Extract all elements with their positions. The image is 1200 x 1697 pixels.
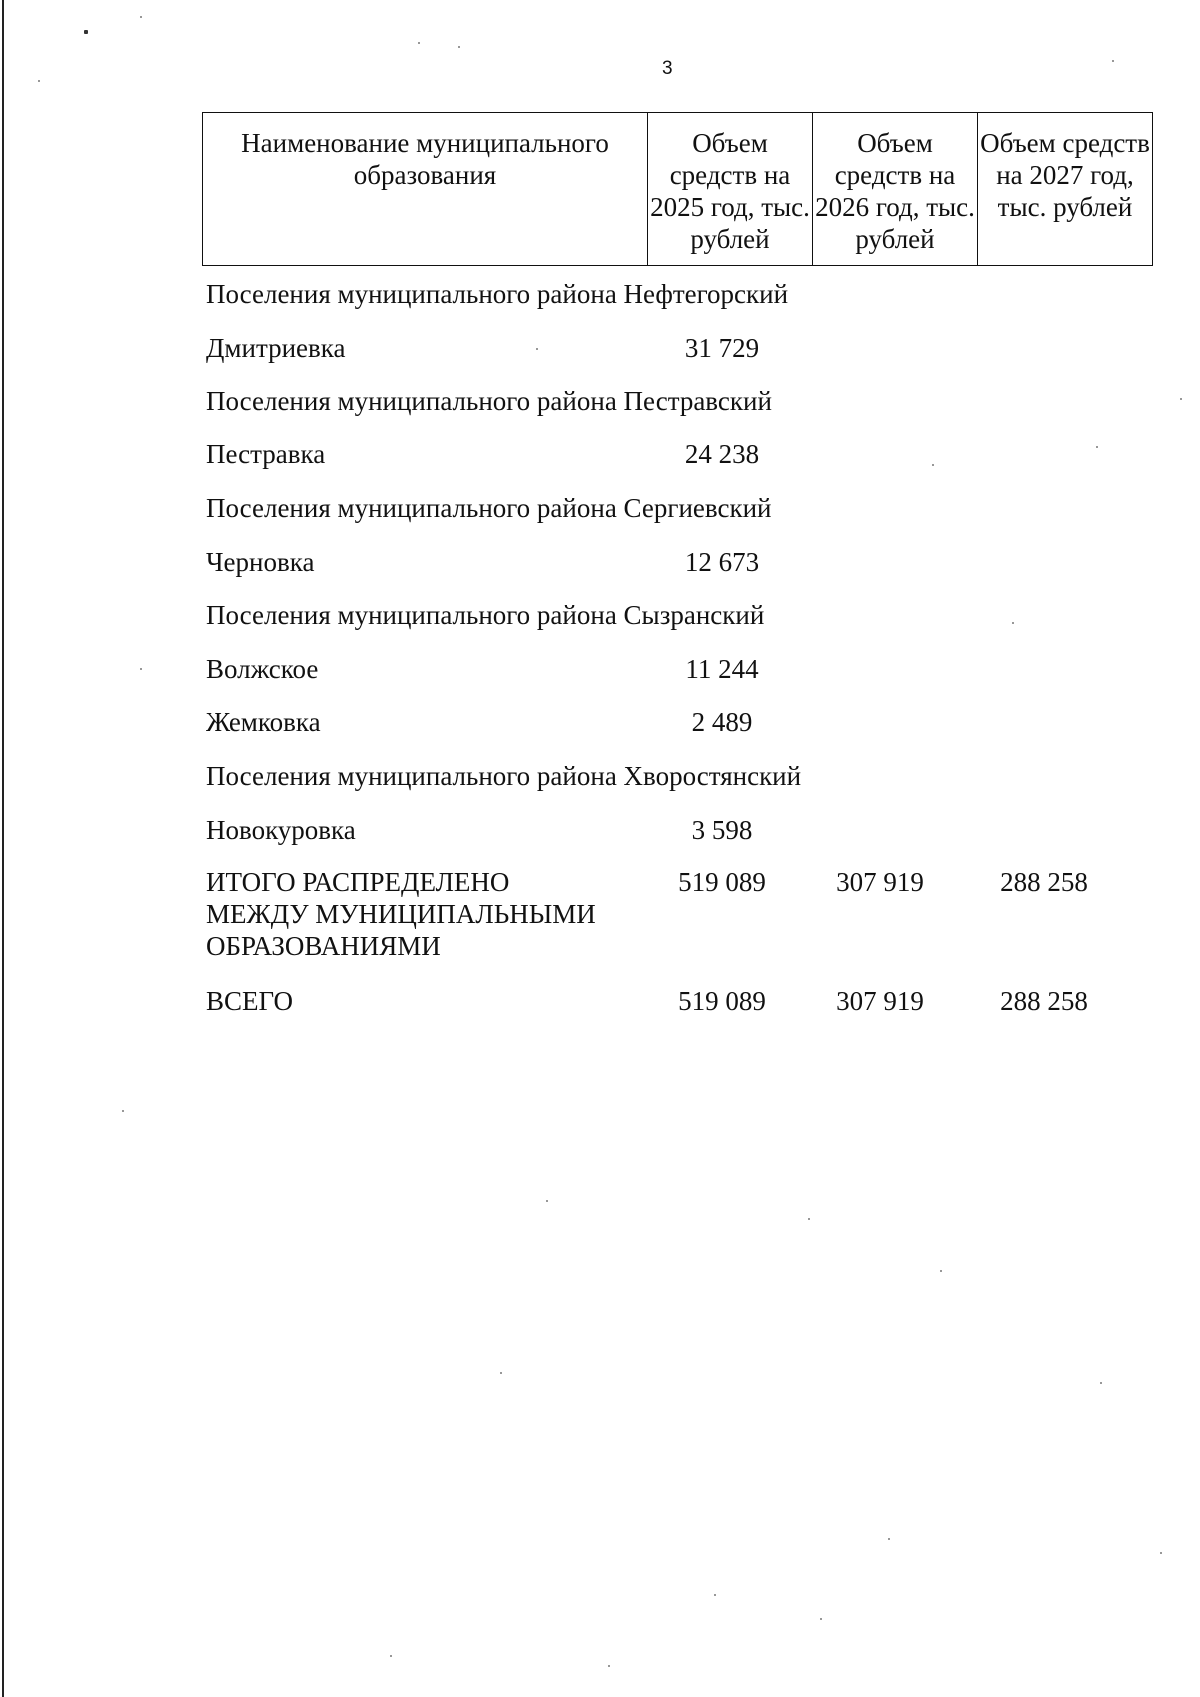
scan-speck: [1012, 622, 1014, 624]
scan-speck: [458, 46, 460, 48]
header-municipality: [203, 113, 648, 266]
scan-speck: [932, 464, 934, 466]
value-2025: 12 673: [684, 547, 760, 577]
header-2027-label: Объем средств на 2027 год, тыс. рублей: [980, 128, 1150, 222]
value-2027: 288 258: [1000, 986, 1088, 1016]
settlement-name: Пестравка: [206, 439, 326, 469]
district-name: Поселения муниципального района Пестравский: [206, 386, 772, 416]
district-name: Поселения муниципального района Нефтегорский: [206, 279, 789, 309]
scan-speck: [608, 1665, 610, 1667]
value-2026: 307 919: [836, 867, 924, 897]
settlement-name: Дмитриевка: [206, 333, 346, 363]
district-name: Поселения муниципального района Сергиевский: [206, 493, 772, 523]
scan-speck: [546, 1200, 548, 1202]
scan-speck: [888, 1538, 890, 1540]
header-2025: [648, 113, 813, 266]
scan-speck: [84, 30, 88, 34]
settlement-name: Новокуровка: [206, 815, 356, 845]
value-2027: 288 258: [1000, 867, 1088, 897]
total-distributed-label: ИТОГО РАСПРЕДЕЛЕНО МЕЖДУ МУНИЦИПАЛЬНЫМИ ОБРАЗОВАНИЯМИ: [206, 867, 596, 961]
scan-speck: [940, 1270, 942, 1272]
district-name: Поселения муниципального района Хворостянский: [206, 761, 802, 791]
scan-edge-line: [2, 0, 4, 1697]
scan-speck: [808, 1218, 810, 1220]
value-2026: 307 919: [836, 986, 924, 1016]
scan-speck: [122, 1110, 124, 1112]
scan-speck: [1180, 398, 1182, 400]
district-name: Поселения муниципального района Сызранский: [206, 600, 765, 630]
scan-speck: [1100, 1382, 1102, 1384]
value-2025: 2 489: [691, 707, 753, 737]
header-2026-label: Объем средств на 2026 год, тыс. рублей: [815, 128, 975, 254]
value-2025: 519 089: [678, 986, 766, 1016]
grand-total-label: ВСЕГО: [206, 986, 293, 1016]
value-2025: 11 244: [685, 654, 759, 684]
value-2025: 3 598: [691, 815, 753, 845]
scan-speck: [820, 1618, 822, 1620]
scan-speck: [500, 1372, 502, 1374]
table-header: [202, 112, 1153, 266]
settlement-name: Волжское: [206, 654, 319, 684]
header-municipality-label: Наименование муниципального образования: [241, 128, 609, 190]
scan-speck: [714, 1594, 716, 1596]
scan-speck: [1112, 60, 1114, 62]
scan-speck: [390, 1655, 392, 1657]
settlement-name: Жемковка: [206, 707, 321, 737]
header-2027: [978, 113, 1153, 266]
value-2025: 519 089: [678, 867, 766, 897]
scan-speck: [38, 80, 40, 82]
header-2025-label: Объем средств на 2025 год, тыс. рублей: [650, 128, 810, 254]
table-header-row: [203, 113, 1153, 266]
scan-speck: [418, 42, 420, 44]
scan-speck: [140, 668, 142, 670]
header-2026: [813, 113, 978, 266]
scan-speck: [1160, 1552, 1162, 1554]
value-2025: 24 238: [684, 439, 760, 469]
scan-speck: [140, 16, 142, 18]
scan-speck: [536, 348, 538, 350]
value-2025: 31 729: [684, 333, 760, 363]
settlement-name: Черновка: [206, 547, 315, 577]
scan-speck: [1096, 446, 1098, 448]
page-number: 3: [662, 58, 673, 79]
